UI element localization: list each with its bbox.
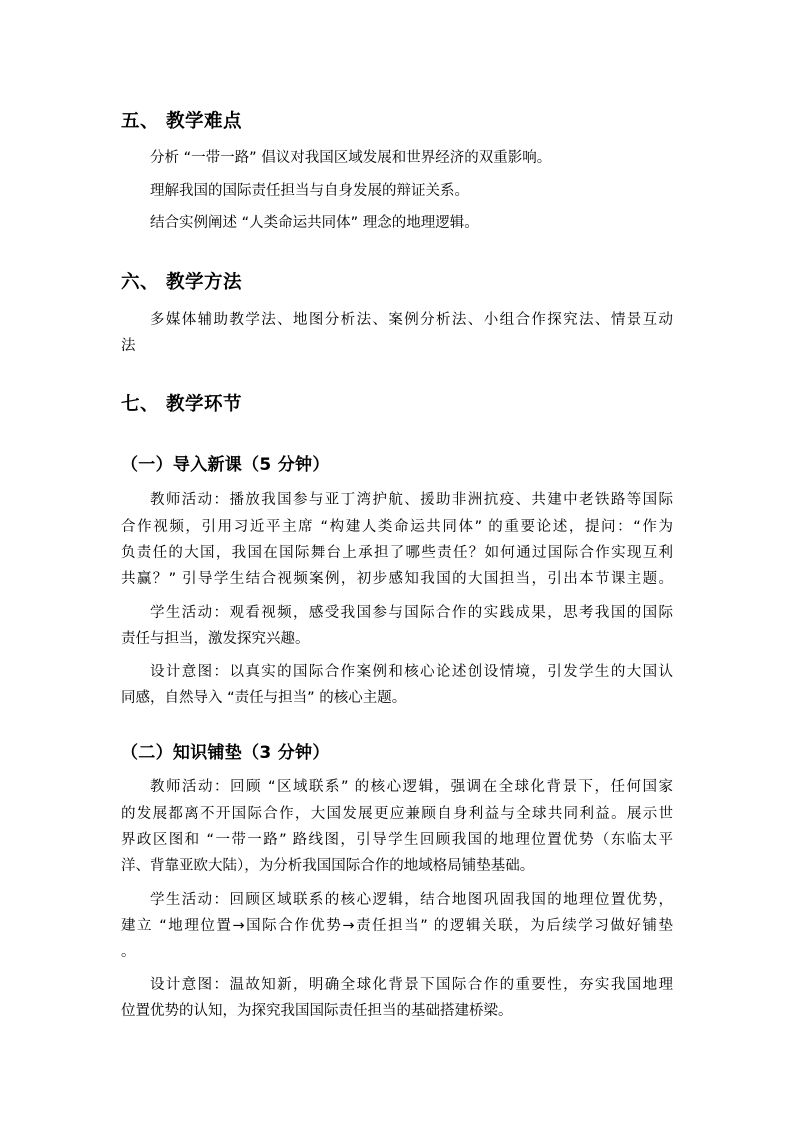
paragraph-line: 的发展都离不开国际合作，大国发展更应兼顾自身利益与全球共同利益。展示世 bbox=[121, 806, 673, 822]
paragraph-line: 设计意图：温故知新，明确全球化背景下国际合作的重要性，夯实我国地理 bbox=[150, 977, 673, 993]
paragraph-line: 合作视频，引用习近平主席 “构建人类命运共同体” 的重要论述，提问：“作为 bbox=[121, 519, 673, 535]
paragraph-line: 教师活动：回顾 “区域联系” 的核心逻辑，强调在全球化背景下，任何国家 bbox=[150, 779, 673, 795]
subsection-heading-intro: （一）导入新课（5 分钟） bbox=[121, 455, 330, 475]
paragraph-line: 洋、背靠亚欧大陆），为分析我国国际合作的地域格局铺垫基础。 bbox=[121, 858, 535, 874]
section-heading-methods: 六、 教学方法 bbox=[121, 272, 242, 293]
paragraph-line: 学生活动：回顾区域联系的核心逻辑，结合地图巩固我国的地理位置优势， bbox=[150, 892, 673, 908]
difficulty-item: 结合实例阐述 “人类命运共同体” 理念的地理逻辑。 bbox=[150, 215, 479, 231]
difficulty-item: 理解我国的国际责任担当与自身发展的辩证关系。 bbox=[150, 183, 469, 199]
paragraph-line: 位置优势的认知，为探究我国国际责任担当的基础搭建桥梁。 bbox=[121, 1003, 513, 1019]
difficulty-item: 分析 “一带一路” 倡议对我国区域发展和世界经济的双重影响。 bbox=[150, 150, 552, 166]
paragraph-line: 同感，自然导入 “责任与担当” 的核心主题。 bbox=[121, 690, 407, 706]
section-heading-difficulties: 五、 教学难点 bbox=[121, 111, 242, 132]
paragraph-line: 建立 “地理位置→国际合作优势→责任担当” 的逻辑关联，为后续学习做好铺垫 bbox=[121, 918, 673, 934]
subsection-heading-foundation: （二）知识铺垫（3 分钟） bbox=[121, 743, 330, 763]
paragraph-line: 教师活动：播放我国参与亚丁湾护航、援助非洲抗疫、共建中老铁路等国际 bbox=[150, 492, 673, 508]
paragraph-line: 负责任的大国，我国在国际舞台上承担了哪些责任？如何通过国际合作实现互利 bbox=[121, 545, 673, 561]
paragraph-line: 设计意图：以真实的国际合作案例和核心论述创设情境，引发学生的大国认 bbox=[150, 664, 673, 680]
methods-line: 法 bbox=[121, 338, 136, 354]
methods-line: 多媒体辅助教学法、地图分析法、案例分析法、小组合作探究法、情景互动 bbox=[150, 312, 673, 328]
paragraph-line: 界政区图和 “一带一路” 路线图，引导学生回顾我国的地理位置优势（东临太平 bbox=[121, 832, 673, 848]
paragraph-line: 学生活动：观看视频，感受我国参与国际合作的实践成果，思考我国的国际 bbox=[150, 605, 673, 621]
paragraph-line: 共赢？” 引导学生结合视频案例，初步感知我国的大国担当，引出本节课主题。 bbox=[121, 571, 673, 587]
paragraph-line: 责任与担当，激发探究兴趣。 bbox=[121, 631, 310, 647]
section-heading-procedure: 七、 教学环节 bbox=[121, 394, 242, 415]
paragraph-line: 。 bbox=[121, 944, 136, 960]
